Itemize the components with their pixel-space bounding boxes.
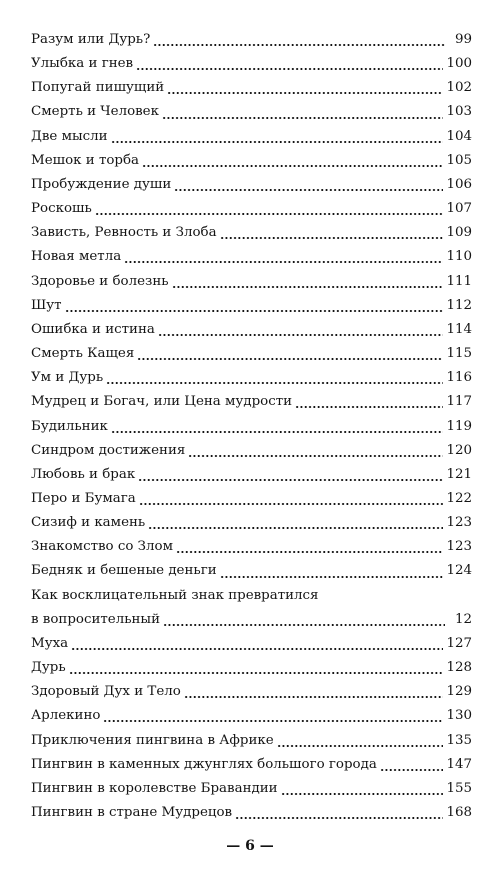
dot-leader bbox=[139, 503, 444, 505]
toc-entry-page-number: 103 bbox=[446, 104, 472, 120]
toc-entry-title: Пробуждение души bbox=[31, 176, 172, 192]
toc-entry bbox=[31, 535, 472, 559]
dot-leader bbox=[380, 769, 444, 771]
dot-leader bbox=[111, 431, 444, 433]
toc-entry bbox=[31, 100, 472, 124]
toc-entry-title: Мешок и торба bbox=[31, 152, 140, 168]
toc-entry-page-number: 104 bbox=[446, 128, 472, 144]
toc-entry-title: Арлекино bbox=[31, 708, 101, 724]
toc-entry-title: Здоровый Дух и Тело bbox=[31, 684, 181, 700]
toc-entry-page-number: 112 bbox=[446, 297, 472, 313]
toc-entry-title: Сизиф и камень bbox=[31, 515, 146, 531]
toc-entry-page-number: 124 bbox=[446, 563, 472, 579]
toc-entry bbox=[31, 173, 472, 197]
toc-entry-page-number: 123 bbox=[446, 539, 472, 555]
toc-entry-title: Как восклицательный знак превратился bbox=[31, 587, 319, 603]
toc-entry-page-number: 107 bbox=[446, 201, 472, 217]
toc-entry bbox=[31, 76, 472, 100]
toc-entry-title: Муха bbox=[31, 635, 69, 651]
toc-entry bbox=[31, 294, 472, 318]
dot-leader bbox=[167, 92, 443, 94]
toc-entry-title: Любовь и брак bbox=[31, 466, 136, 482]
dot-leader bbox=[220, 576, 444, 578]
toc-entry-page-number: 121 bbox=[446, 466, 472, 482]
dot-leader bbox=[295, 406, 443, 408]
toc-entry bbox=[31, 753, 472, 777]
toc-entry-page-number: 102 bbox=[446, 80, 472, 96]
toc-entry-title: Синдром достижения bbox=[31, 442, 186, 458]
toc-entry-page-number: 110 bbox=[446, 249, 472, 265]
toc-entry bbox=[31, 221, 472, 245]
dot-leader bbox=[138, 479, 443, 481]
dot-leader bbox=[188, 455, 443, 457]
toc-entry-title: Приключения пингвина в Африке bbox=[31, 732, 274, 748]
toc-entry bbox=[31, 390, 472, 414]
toc-entry-title: Пингвин в стране Мудрецов bbox=[31, 805, 233, 820]
dot-leader bbox=[65, 310, 444, 312]
toc-entry bbox=[31, 608, 472, 632]
dot-leader bbox=[184, 696, 444, 698]
toc-entry bbox=[31, 704, 472, 728]
dot-leader bbox=[103, 720, 443, 722]
toc-entry bbox=[31, 366, 472, 390]
toc-entry bbox=[31, 729, 472, 753]
toc-entry-title: Шут bbox=[31, 297, 62, 313]
toc-entry bbox=[31, 680, 472, 704]
toc-entry-title: Две мысли bbox=[31, 128, 108, 144]
dot-leader bbox=[174, 189, 443, 191]
dot-leader bbox=[277, 745, 444, 747]
toc-entry-page-number: 117 bbox=[446, 394, 472, 410]
toc-entry-title: в вопросительный bbox=[31, 611, 161, 627]
toc-entry-page-number: 100 bbox=[446, 56, 472, 72]
toc-entry bbox=[31, 52, 472, 76]
toc-entry-title: Пингвин в королевстве Бравандии bbox=[31, 780, 278, 796]
dot-leader bbox=[220, 237, 444, 239]
toc-entry-title: Перо и Бумага bbox=[31, 490, 136, 506]
toc-entry bbox=[31, 439, 472, 463]
dot-leader bbox=[95, 213, 444, 215]
toc-entry bbox=[31, 149, 472, 173]
toc-entry bbox=[31, 125, 472, 149]
dot-leader bbox=[106, 382, 443, 384]
toc-entry bbox=[31, 487, 472, 511]
toc-entry-page-number: 99 bbox=[454, 32, 472, 47]
dot-leader bbox=[162, 117, 443, 119]
toc-entry-title: Разум или Дурь? bbox=[31, 32, 151, 47]
toc-entry-page-number: 147 bbox=[446, 756, 472, 772]
dot-leader bbox=[111, 141, 444, 143]
toc-entry-title: Дурь bbox=[31, 660, 66, 676]
toc-entry-page-number: 109 bbox=[446, 225, 472, 241]
toc-entry-page-number: 155 bbox=[446, 780, 472, 796]
toc-entry bbox=[31, 318, 472, 342]
page-number: — 6 — bbox=[226, 838, 274, 854]
toc-entry-page-number: 135 bbox=[446, 732, 472, 748]
dot-leader bbox=[71, 648, 443, 650]
toc-entry bbox=[31, 801, 472, 825]
toc-entry-title: Роскошь bbox=[31, 201, 92, 217]
toc-entry-title: Смерть и Человек bbox=[31, 104, 159, 120]
toc-entry-page-number: 116 bbox=[446, 370, 472, 386]
toc-entry-title: Ум и Дурь bbox=[31, 370, 104, 386]
toc-entry-title: Зависть, Ревность и Злоба bbox=[31, 225, 217, 241]
toc-entry bbox=[31, 28, 472, 52]
toc-entry bbox=[31, 342, 472, 366]
toc-entry-title: Здоровье и болезнь bbox=[31, 273, 169, 289]
toc-entry-title: Знакомство со Злом bbox=[31, 539, 174, 555]
dot-leader bbox=[124, 261, 443, 263]
dot-leader bbox=[158, 334, 444, 336]
table-of-contents bbox=[31, 28, 472, 825]
dot-leader bbox=[153, 44, 445, 46]
toc-entry-page-number: 119 bbox=[446, 418, 472, 434]
toc-entry-title: Будильник bbox=[31, 418, 108, 434]
dot-leader bbox=[137, 358, 443, 360]
toc-entry-title: Новая метла bbox=[31, 249, 122, 265]
toc-entry bbox=[31, 584, 472, 608]
dot-leader bbox=[176, 551, 443, 553]
toc-entry bbox=[31, 270, 472, 294]
dot-leader bbox=[163, 624, 445, 626]
toc-entry bbox=[31, 463, 472, 487]
toc-entry bbox=[31, 632, 472, 656]
toc-entry-title: Мудрец и Богач, или Цена мудрости bbox=[31, 394, 293, 410]
toc-entry-title: Пингвин в каменных джунглях большого города bbox=[31, 756, 377, 772]
toc-entry-page-number: 128 bbox=[446, 660, 472, 676]
toc-entry-page-number: 123 bbox=[446, 515, 472, 531]
toc-entry-page-number: 106 bbox=[446, 176, 472, 192]
toc-entry bbox=[31, 415, 472, 439]
toc-entry-page-number: 130 bbox=[446, 708, 472, 724]
toc-entry bbox=[31, 656, 472, 680]
toc-entry-page-number: 115 bbox=[446, 346, 472, 362]
toc-entry bbox=[31, 559, 472, 583]
dot-leader bbox=[69, 672, 444, 674]
toc-entry-title: Ошибка и истина bbox=[31, 321, 155, 337]
toc-entry-page-number: 168 bbox=[446, 805, 472, 820]
toc-entry-page-number: 105 bbox=[446, 152, 472, 168]
toc-entry-title: Попугай пишущий bbox=[31, 80, 165, 96]
dot-leader bbox=[142, 165, 443, 167]
toc-entry bbox=[31, 511, 472, 535]
toc-entry-page-number: 129 bbox=[446, 684, 472, 700]
toc-entry bbox=[31, 777, 472, 801]
toc-entry-title: Бедняк и бешеные деньги bbox=[31, 563, 217, 579]
dot-leader bbox=[235, 817, 443, 819]
toc-entry-page-number: 12 bbox=[454, 611, 472, 627]
dot-leader bbox=[172, 286, 444, 288]
toc-entry-page-number: 127 bbox=[446, 635, 472, 651]
toc-entry-page-number: 111 bbox=[446, 273, 472, 289]
toc-entry-title: Смерть Кащея bbox=[31, 346, 135, 362]
toc-entry-title: Улыбка и гнев bbox=[31, 56, 134, 72]
dot-leader bbox=[148, 527, 443, 529]
toc-entry bbox=[31, 197, 472, 221]
toc-entry-page-number: 114 bbox=[446, 321, 472, 337]
dot-leader bbox=[281, 793, 444, 795]
dot-leader bbox=[136, 68, 443, 70]
toc-entry-page-number: 122 bbox=[446, 490, 472, 506]
toc-entry bbox=[31, 245, 472, 269]
toc-entry-page-number: 120 bbox=[446, 442, 472, 458]
